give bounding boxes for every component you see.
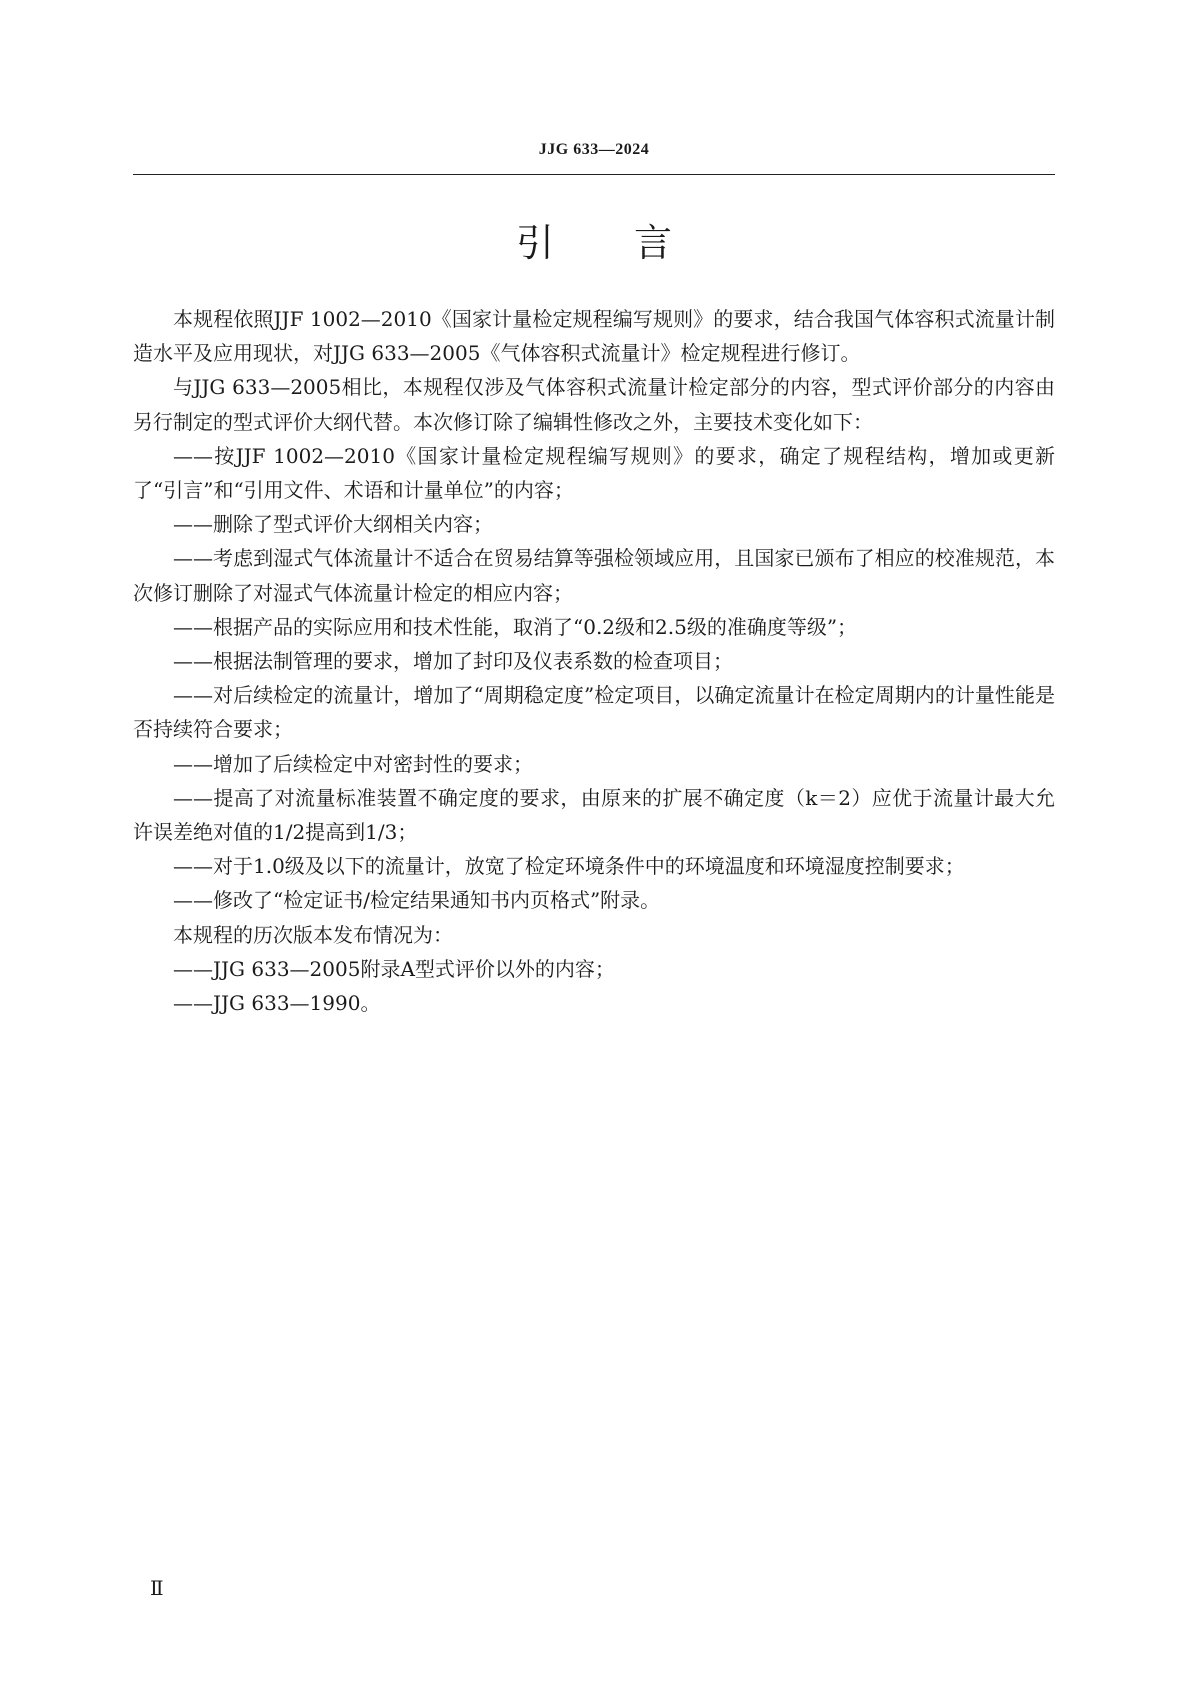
body-text	[133, 302, 1055, 1020]
page-header	[133, 140, 1055, 175]
page-number: Ⅱ	[150, 1578, 164, 1600]
paragraph: ——修改了“检定证书/检定结果通知书内页格式”附录。	[173, 888, 661, 913]
standard-code: JJG 633—2024	[538, 141, 650, 158]
paragraph: ——JJG 633—2005附录A型式评价以外的内容；	[173, 956, 615, 981]
paragraph: 本规程依照JJF 1002—2010《国家计量检定规程编写规则》的要求，结合我国气体容积式流量计制造水平及应用现状，对JJG 633—2005《气体容积式流量计》检定规程进行修订。	[133, 307, 1055, 366]
title-char-2: 言	[634, 221, 673, 265]
page-title	[133, 218, 1055, 268]
paragraph: ——根据法制管理的要求，增加了封印及仪表系数的检查项目；	[173, 649, 733, 674]
paragraph: ——按JJF 1002—2010《国家计量检定规程编写规则》的要求，确定了规程结构，增加或更新了“引言”和“引用文件、术语和计量单位”的内容；	[133, 443, 1055, 503]
paragraph: ——对后续检定的流量计，增加了“周期稳定度”检定项目，以确定流量计在检定周期内的计量性能是否持续符合要求；	[133, 683, 1055, 742]
paragraph: ——对于1.0级及以下的流量计，放宽了检定环境条件中的环境温度和环境湿度控制要求；	[173, 854, 965, 879]
paragraph: 本规程的历次版本发布情况为：	[173, 922, 453, 947]
paragraph: ——增加了后续检定中对密封性的要求；	[173, 751, 533, 776]
paragraph: 与JJG 633—2005相比，本规程仅涉及气体容积式流量计检定部分的内容，型式评价部分的内容由另行制定的型式评价大纲代替。本次修订除了编辑性修改之外，主要技术变化如下：	[133, 375, 1055, 434]
paragraph: ——删除了型式评价大纲相关内容；	[173, 512, 493, 537]
paragraph: ——提高了对流量标准装置不确定度的要求，由原来的扩展不确定度（k＝2）应优于流量计最大允许误差绝对值的1/2提高到1/3；	[133, 785, 1055, 845]
paragraph: ——考虑到湿式气体流量计不适合在贸易结算等强检领域应用，且国家已颁布了相应的校准规范，本次修订删除了对湿式气体流量计检定的相应内容；	[133, 546, 1055, 605]
paragraph: ——根据产品的实际应用和技术性能，取消了“0.2级和2.5级的准确度等级”；	[173, 614, 858, 639]
paragraph: ——JJG 633—1990。	[173, 991, 381, 1016]
title-char-1: 引	[515, 221, 554, 265]
